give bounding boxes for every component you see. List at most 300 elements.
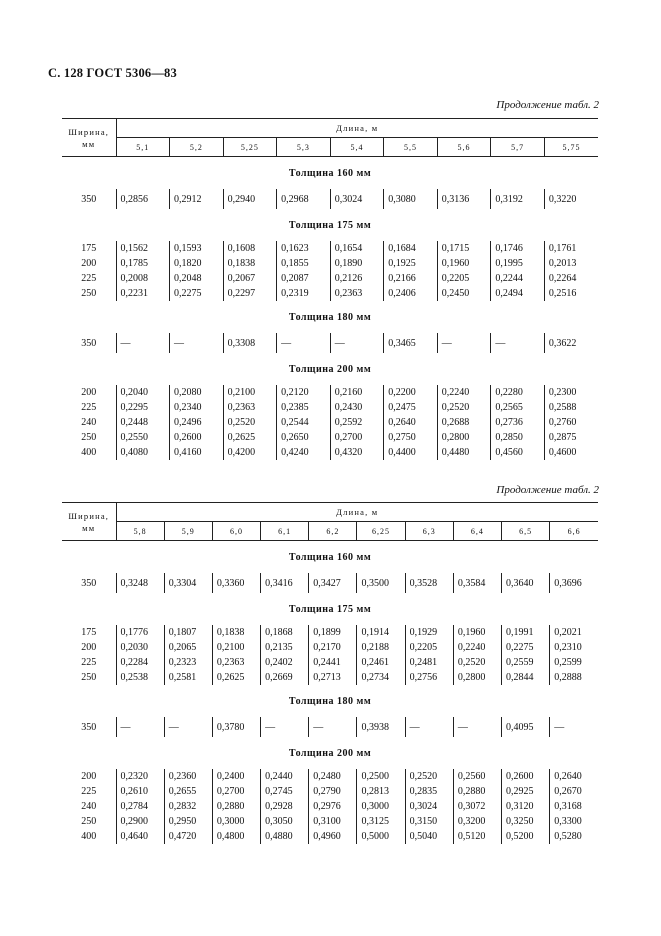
width-cell: 200 [81, 387, 97, 398]
value-cell: 0,2120 [277, 385, 331, 400]
thickness-section-row [62, 737, 598, 769]
width-cell: 250 [81, 432, 97, 443]
value-cell: — [330, 333, 384, 353]
value-cell: 0,1746 [491, 241, 545, 256]
table1-continuation-label: Продолжение табл. 2 [496, 99, 599, 111]
value-cell: 0,2461 [357, 655, 405, 670]
value-cell: 0,2700 [330, 430, 384, 445]
value-cell: 0,2448 [116, 415, 170, 430]
width-cell: 175 [81, 627, 97, 638]
value-cell: 0,2888 [550, 670, 598, 685]
value-cell: 0,3938 [357, 717, 405, 737]
value-cell: 0,2319 [277, 286, 331, 301]
table1 [62, 118, 598, 460]
value-cell: 0,2520 [405, 769, 453, 784]
value-cell: 0,3100 [309, 814, 357, 829]
length-column-header: Длина, м [116, 119, 598, 138]
value-cell: 0,2520 [437, 400, 491, 415]
table-row [62, 286, 598, 301]
table-row [62, 670, 598, 685]
width-cell: 350 [81, 721, 97, 733]
value-cell: 0,2625 [212, 670, 260, 685]
value-cell: 0,1684 [384, 241, 438, 256]
value-cell: 0,1562 [116, 241, 170, 256]
value-cell: 0,3192 [491, 189, 545, 209]
value-cell: 0,2406 [384, 286, 438, 301]
value-cell: 0,2100 [212, 640, 260, 655]
value-cell: — [491, 333, 545, 353]
width-header-line: Ширина, [68, 126, 110, 137]
table-row [62, 189, 598, 209]
value-cell: 0,4720 [164, 829, 212, 844]
length-header-cell: 5,7 [491, 138, 545, 157]
value-cell: 0,2126 [330, 271, 384, 286]
value-cell: 0,1838 [212, 625, 260, 640]
width-header-line: Ширина, [68, 510, 110, 521]
value-cell: 0,2760 [544, 415, 598, 430]
width-column-header [62, 503, 116, 541]
value-cell: 0,1914 [357, 625, 405, 640]
value-cell: 0,3136 [437, 189, 491, 209]
value-cell: 0,1995 [491, 256, 545, 271]
value-cell: 0,2736 [491, 415, 545, 430]
value-cell: 0,2166 [384, 271, 438, 286]
thickness-section-row [62, 353, 598, 385]
table-row [62, 829, 598, 844]
value-cell: — [405, 717, 453, 737]
value-cell: 0,2300 [544, 385, 598, 400]
value-cell: 0,2021 [550, 625, 598, 640]
value-cell: 0,1820 [170, 256, 224, 271]
value-cell: 0,2320 [116, 769, 164, 784]
width-cell: 350 [81, 337, 97, 349]
value-cell: 0,2560 [453, 769, 501, 784]
value-cell: 0,2363 [330, 286, 384, 301]
width-cell: 250 [81, 816, 97, 827]
value-cell: 0,3024 [330, 189, 384, 209]
value-cell: 0,2244 [491, 271, 545, 286]
length-header-cell: 5,1 [116, 138, 170, 157]
value-cell: 0,2813 [357, 784, 405, 799]
value-cell: 0,2013 [544, 256, 598, 271]
value-cell: 0,4800 [212, 829, 260, 844]
width-cell: 200 [81, 642, 97, 653]
value-cell: 0,1960 [453, 625, 501, 640]
value-cell: 0,2205 [437, 271, 491, 286]
page-header: С. 128 ГОСТ 5306—83 [48, 66, 177, 80]
value-cell: 0,2385 [277, 400, 331, 415]
value-cell: 0,4080 [116, 445, 170, 460]
value-cell: 0,5280 [550, 829, 598, 844]
value-cell: — [164, 717, 212, 737]
value-cell: 0,2850 [491, 430, 545, 445]
value-cell: 0,2600 [502, 769, 550, 784]
value-cell: 0,1929 [405, 625, 453, 640]
value-cell: 0,4400 [384, 445, 438, 460]
value-cell: — [437, 333, 491, 353]
value-cell: 0,2048 [170, 271, 224, 286]
value-cell: 0,2544 [277, 415, 331, 430]
table-row [62, 784, 598, 799]
value-cell: 0,2610 [116, 784, 164, 799]
value-cell: 0,2402 [261, 655, 309, 670]
thickness-section-row [62, 541, 598, 574]
value-cell: 0,2200 [384, 385, 438, 400]
value-cell: 0,1899 [309, 625, 357, 640]
length-header-cell: 6,0 [212, 522, 260, 541]
value-cell: 0,4880 [261, 829, 309, 844]
value-cell: 0,1608 [223, 241, 277, 256]
value-cell: 0,1654 [330, 241, 384, 256]
value-cell: 0,5000 [357, 829, 405, 844]
value-cell: 0,3248 [116, 573, 164, 593]
value-cell: 0,2550 [116, 430, 170, 445]
value-cell: 0,2800 [453, 670, 501, 685]
table-row [62, 445, 598, 460]
value-cell: 0,2588 [544, 400, 598, 415]
value-cell: 0,3250 [502, 814, 550, 829]
value-cell: 0,2968 [277, 189, 331, 209]
value-cell: 0,3360 [212, 573, 260, 593]
value-cell: 0,3780 [212, 717, 260, 737]
value-cell: 0,2640 [550, 769, 598, 784]
value-cell: 0,2559 [502, 655, 550, 670]
value-cell: 0,2650 [277, 430, 331, 445]
width-cell: 350 [81, 193, 97, 205]
table-row [62, 415, 598, 430]
value-cell: 0,2441 [309, 655, 357, 670]
value-cell: — [170, 333, 224, 353]
value-cell: 0,4960 [309, 829, 357, 844]
length-header-cell: 5,6 [437, 138, 491, 157]
value-cell: — [277, 333, 331, 353]
value-cell: 0,2912 [170, 189, 224, 209]
value-cell: 0,2688 [437, 415, 491, 430]
value-cell: 0,2734 [357, 670, 405, 685]
value-cell: 0,3308 [223, 333, 277, 353]
length-header-cell: 6,4 [453, 522, 501, 541]
value-cell: 0,2067 [223, 271, 277, 286]
value-cell: 0,4160 [170, 445, 224, 460]
value-cell: 0,4600 [544, 445, 598, 460]
value-cell: — [550, 717, 598, 737]
value-cell: 0,3300 [550, 814, 598, 829]
thickness-section-title: Толщина 175 мм [288, 603, 372, 615]
value-cell: 0,2856 [116, 189, 170, 209]
value-cell: 0,1623 [277, 241, 331, 256]
value-cell: 0,2940 [223, 189, 277, 209]
width-cell: 400 [81, 831, 97, 842]
value-cell: 0,2135 [261, 640, 309, 655]
value-cell: 0,2494 [491, 286, 545, 301]
value-cell: 0,4320 [330, 445, 384, 460]
value-cell: 0,2340 [170, 400, 224, 415]
thickness-section-title: Толщина 200 мм [288, 363, 372, 375]
width-cell: 240 [81, 801, 97, 812]
value-cell: 0,2496 [170, 415, 224, 430]
value-cell: — [116, 333, 170, 353]
value-cell: 0,2790 [309, 784, 357, 799]
value-cell: 0,4560 [491, 445, 545, 460]
length-header-cell: 6,25 [357, 522, 405, 541]
value-cell: 0,2363 [212, 655, 260, 670]
value-cell: 0,1776 [116, 625, 164, 640]
value-cell: 0,4480 [437, 445, 491, 460]
width-cell: 200 [81, 258, 97, 269]
value-cell: 0,2160 [330, 385, 384, 400]
width-cell: 225 [81, 786, 97, 797]
value-cell: 0,2600 [170, 430, 224, 445]
value-cell: 0,2500 [357, 769, 405, 784]
value-cell: 0,2275 [502, 640, 550, 655]
value-cell: 0,2188 [357, 640, 405, 655]
table-row [62, 717, 598, 737]
table2 [62, 502, 598, 844]
value-cell: 0,2832 [164, 799, 212, 814]
width-cell: 200 [81, 771, 97, 782]
value-cell: 0,2323 [164, 655, 212, 670]
thickness-section-title: Толщина 180 мм [288, 311, 372, 323]
thickness-section-row [62, 209, 598, 241]
value-cell: 0,2520 [223, 415, 277, 430]
thickness-section-row [62, 685, 598, 717]
table2-continuation-label: Продолжение табл. 2 [496, 484, 599, 496]
value-cell: 0,2284 [116, 655, 164, 670]
value-cell: 0,2030 [116, 640, 164, 655]
width-header-unit: мм [82, 138, 96, 149]
value-cell: 0,2475 [384, 400, 438, 415]
width-cell: 240 [81, 417, 97, 428]
length-header-cell: 5,25 [223, 138, 277, 157]
length-header-cell: 5,5 [384, 138, 438, 157]
value-cell: 0,2880 [212, 799, 260, 814]
thickness-section-title: Толщина 180 мм [288, 695, 372, 707]
value-cell: 0,1838 [223, 256, 277, 271]
value-cell: 0,3024 [405, 799, 453, 814]
value-cell: 0,2640 [384, 415, 438, 430]
value-cell: 0,3622 [544, 333, 598, 353]
length-header-cell: 6,1 [261, 522, 309, 541]
value-cell: 0,3584 [453, 573, 501, 593]
value-cell: 0,1807 [164, 625, 212, 640]
value-cell: 0,5200 [502, 829, 550, 844]
value-cell: 0,2400 [212, 769, 260, 784]
width-cell: 175 [81, 243, 97, 254]
value-cell: 0,2430 [330, 400, 384, 415]
value-cell: — [261, 717, 309, 737]
value-cell: 0,2784 [116, 799, 164, 814]
table-row [62, 256, 598, 271]
value-cell: 0,3000 [212, 814, 260, 829]
value-cell: 0,2925 [502, 784, 550, 799]
thickness-section-title: Толщина 175 мм [288, 219, 372, 231]
value-cell: 0,2087 [277, 271, 331, 286]
value-cell: 0,2800 [437, 430, 491, 445]
length-header-cell: 6,5 [502, 522, 550, 541]
value-cell: 0,2565 [491, 400, 545, 415]
value-cell: 0,2240 [437, 385, 491, 400]
value-cell: 0,4095 [502, 717, 550, 737]
value-cell: 0,3640 [502, 573, 550, 593]
value-cell: 0,1890 [330, 256, 384, 271]
value-cell: 0,2170 [309, 640, 357, 655]
length-header-cell: 5,8 [116, 522, 164, 541]
table-row [62, 400, 598, 415]
width-cell: 350 [81, 577, 97, 589]
value-cell: 0,3072 [453, 799, 501, 814]
value-cell: 0,3000 [357, 799, 405, 814]
table-row [62, 814, 598, 829]
value-cell: 0,2040 [116, 385, 170, 400]
value-cell: 0,1991 [502, 625, 550, 640]
length-column-header: Длина, м [116, 503, 598, 522]
value-cell: 0,3220 [544, 189, 598, 209]
value-cell: 0,5120 [453, 829, 501, 844]
value-cell: 0,2669 [261, 670, 309, 685]
value-cell: 0,2080 [170, 385, 224, 400]
value-cell: 0,3528 [405, 573, 453, 593]
table-row [62, 625, 598, 640]
value-cell: 0,1960 [437, 256, 491, 271]
length-header-cell: 6,3 [405, 522, 453, 541]
value-cell: 0,4200 [223, 445, 277, 460]
value-cell: 0,2655 [164, 784, 212, 799]
table-row [62, 573, 598, 593]
width-column-header [62, 119, 116, 157]
length-header-cell: 5,2 [170, 138, 224, 157]
value-cell: 0,2700 [212, 784, 260, 799]
table-row [62, 640, 598, 655]
value-cell: — [309, 717, 357, 737]
value-cell: 0,2231 [116, 286, 170, 301]
value-cell: 0,1785 [116, 256, 170, 271]
value-cell: 0,2240 [453, 640, 501, 655]
table-row [62, 241, 598, 256]
value-cell: 0,3304 [164, 573, 212, 593]
table-row [62, 333, 598, 353]
value-cell: 0,2516 [544, 286, 598, 301]
thickness-section-row [62, 157, 598, 190]
length-header-cell: 6,2 [309, 522, 357, 541]
thickness-section-row [62, 301, 598, 333]
value-cell: 0,3465 [384, 333, 438, 353]
value-cell: 0,2835 [405, 784, 453, 799]
table-row [62, 769, 598, 784]
value-cell: 0,1855 [277, 256, 331, 271]
value-cell: 0,2520 [453, 655, 501, 670]
value-cell: 0,2264 [544, 271, 598, 286]
value-cell: 0,2844 [502, 670, 550, 685]
value-cell: 0,2880 [453, 784, 501, 799]
width-cell: 225 [81, 657, 97, 668]
value-cell: 0,2599 [550, 655, 598, 670]
value-cell: 0,2670 [550, 784, 598, 799]
value-cell: 0,2480 [309, 769, 357, 784]
value-cell: 0,2295 [116, 400, 170, 415]
value-cell: 0,2205 [405, 640, 453, 655]
value-cell: 0,3050 [261, 814, 309, 829]
value-cell: — [453, 717, 501, 737]
value-cell: 0,3416 [261, 573, 309, 593]
value-cell: 0,5040 [405, 829, 453, 844]
value-cell: 0,1925 [384, 256, 438, 271]
width-cell: 225 [81, 402, 97, 413]
table-row [62, 655, 598, 670]
thickness-section-title: Толщина 200 мм [288, 747, 372, 759]
width-cell: 225 [81, 273, 97, 284]
table-row [62, 271, 598, 286]
value-cell: 0,2450 [437, 286, 491, 301]
value-cell: 0,1715 [437, 241, 491, 256]
value-cell: 0,1593 [170, 241, 224, 256]
value-cell: 0,3120 [502, 799, 550, 814]
thickness-section-title: Толщина 160 мм [288, 551, 372, 563]
value-cell: 0,2950 [164, 814, 212, 829]
value-cell: 0,2928 [261, 799, 309, 814]
value-cell: 0,2625 [223, 430, 277, 445]
value-cell: 0,2750 [384, 430, 438, 445]
value-cell: 0,2592 [330, 415, 384, 430]
value-cell: 0,2310 [550, 640, 598, 655]
value-cell: 0,3125 [357, 814, 405, 829]
length-header-cell: 5,4 [330, 138, 384, 157]
value-cell: 0,2360 [164, 769, 212, 784]
value-cell: 0,4640 [116, 829, 164, 844]
value-cell: — [116, 717, 164, 737]
value-cell: 0,2065 [164, 640, 212, 655]
width-header-unit: мм [82, 522, 96, 533]
value-cell: 0,2581 [164, 670, 212, 685]
value-cell: 0,2900 [116, 814, 164, 829]
value-cell: 0,2363 [223, 400, 277, 415]
value-cell: 0,3200 [453, 814, 501, 829]
value-cell: 0,3080 [384, 189, 438, 209]
value-cell: 0,4240 [277, 445, 331, 460]
value-cell: 0,2713 [309, 670, 357, 685]
length-header-cell: 6,6 [550, 522, 598, 541]
width-cell: 400 [81, 447, 97, 458]
value-cell: 0,3168 [550, 799, 598, 814]
length-header-cell: 5,3 [277, 138, 331, 157]
value-cell: 0,2756 [405, 670, 453, 685]
value-cell: 0,2538 [116, 670, 164, 685]
length-header-cell: 5,75 [544, 138, 598, 157]
value-cell: 0,2297 [223, 286, 277, 301]
value-cell: 0,2275 [170, 286, 224, 301]
width-cell: 250 [81, 672, 97, 683]
table-row [62, 430, 598, 445]
value-cell: 0,2976 [309, 799, 357, 814]
value-cell: 0,2008 [116, 271, 170, 286]
table-row [62, 799, 598, 814]
value-cell: 0,2280 [491, 385, 545, 400]
value-cell: 0,3150 [405, 814, 453, 829]
value-cell: 0,3696 [550, 573, 598, 593]
value-cell: 0,2100 [223, 385, 277, 400]
thickness-section-row [62, 593, 598, 625]
value-cell: 0,1761 [544, 241, 598, 256]
width-cell: 250 [81, 288, 97, 299]
value-cell: 0,3427 [309, 573, 357, 593]
value-cell: 0,3500 [357, 573, 405, 593]
value-cell: 0,2745 [261, 784, 309, 799]
value-cell: 0,1868 [261, 625, 309, 640]
value-cell: 0,2875 [544, 430, 598, 445]
thickness-section-title: Толщина 160 мм [288, 167, 372, 179]
value-cell: 0,2440 [261, 769, 309, 784]
value-cell: 0,2481 [405, 655, 453, 670]
length-header-cell: 5,9 [164, 522, 212, 541]
